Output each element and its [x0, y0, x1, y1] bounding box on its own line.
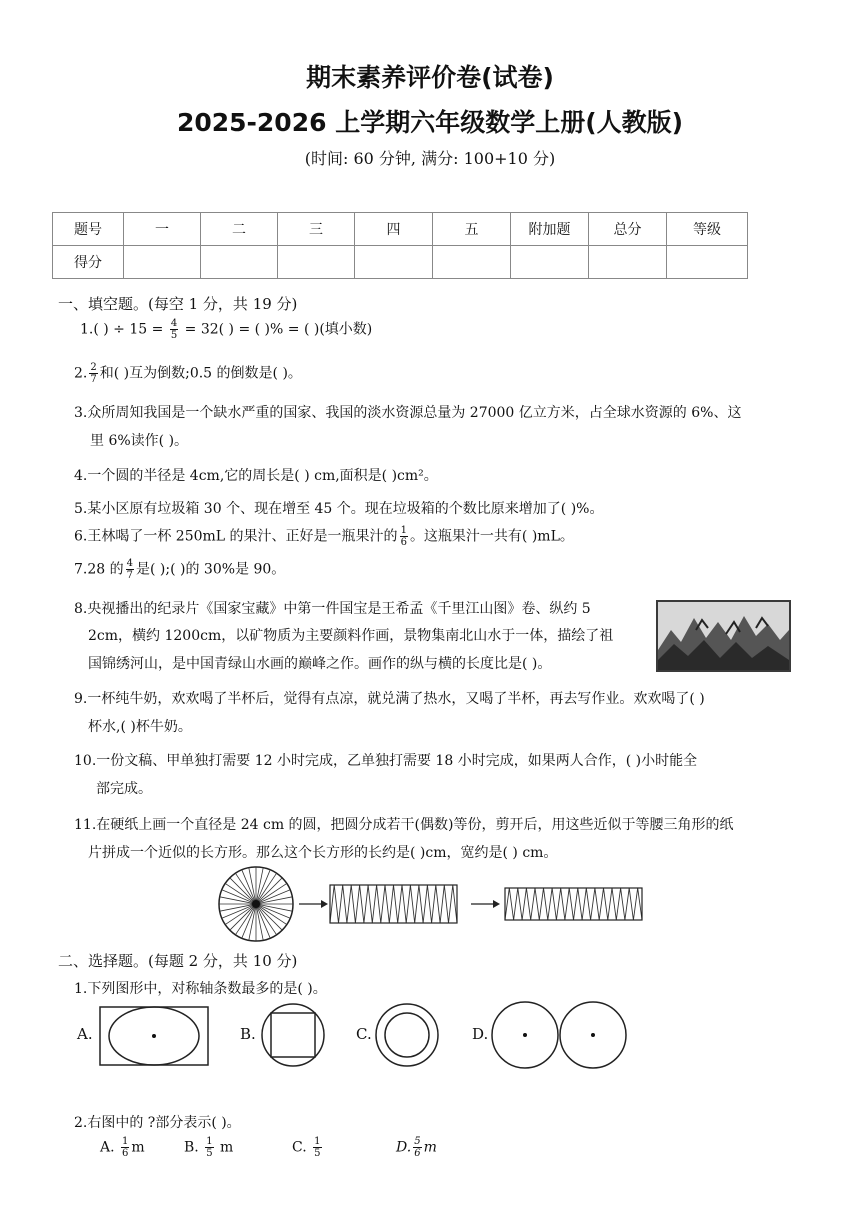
q1-fraction	[170, 318, 178, 341]
score-col: 二	[201, 213, 278, 246]
score-col: 五	[433, 213, 511, 246]
question-8-line1: 8.央视播出的纪录片《国家宝藏》中第一件国宝是王希孟《千里江山图》卷、纵约 5	[74, 601, 591, 617]
fraction-numerator: 5	[414, 1136, 421, 1147]
score-table-label: 得分	[53, 246, 124, 279]
fraction-numerator: 1	[400, 525, 407, 536]
question-9-line1: 9.一杯纯牛奶，欢欢喝了半杯后，觉得有点凉，就兑满了热水，又喝了半杯，再去写作业。欢欢喝了( )	[74, 691, 705, 707]
question-6	[74, 525, 574, 548]
s2-question-2: 2.右图中的 ?部分表示( )。	[74, 1115, 241, 1131]
q6-part-a: 6.王林喝了一杯 250mL 的果汁、正好是一瓶果汁的	[74, 528, 398, 545]
circle-spoke	[256, 878, 282, 904]
score-cell[interactable]	[124, 246, 201, 279]
score-cell[interactable]	[201, 246, 278, 279]
section1-heading: 一、填空题。(每空 1 分，共 19 分)	[58, 295, 298, 313]
score-col: 三	[278, 213, 355, 246]
score-cell[interactable]	[433, 246, 511, 279]
option-d-label: D.	[472, 1025, 489, 1043]
fraction-numerator: 4	[126, 558, 133, 569]
fraction-denominator: 6	[400, 537, 407, 548]
fraction-denominator: 6	[122, 1148, 129, 1159]
question-10-line1: 10.一份文稿、甲单独打需要 12 小时完成，乙单独打需要 18 小时完成，如果两人合作，( )小时能全	[74, 753, 698, 769]
score-col: 一	[124, 213, 201, 246]
q2-number: 2.	[74, 365, 88, 382]
option-b-figure	[258, 1002, 328, 1068]
q7-part-b: 是( );( )的 30%是 90。	[136, 561, 286, 578]
fraction-denominator: 5	[170, 330, 178, 341]
question-5: 5.某小区原有垃圾箱 30 个、现在增至 45 个。现在垃圾箱的个数比原来增加了( )%。	[74, 501, 604, 517]
question-10-line2: 部完成。	[96, 781, 152, 797]
option-fraction	[205, 1136, 213, 1159]
approx-rectangle-1	[330, 885, 457, 923]
fraction-denominator: 5	[314, 1148, 321, 1159]
fraction-denominator: 6	[414, 1148, 421, 1159]
option-c-label: C.	[356, 1025, 372, 1043]
score-cell[interactable]	[589, 246, 667, 279]
arrow-2	[471, 900, 500, 908]
exam-title: 期末素养评价卷(试卷)	[306, 63, 554, 92]
option-b-label: B.	[240, 1025, 256, 1043]
approx-rectangle-2	[505, 888, 642, 920]
question-3-line1: 3.众所周知我国是一个缺水严重的国家、我国的淡水资源总量为 27000 亿立方米，占全球水资源的 6%、这	[74, 405, 742, 421]
question-8-line3: 国锦绣河山，是中国青绿山水画的巅峰之作。画作的纵与横的长度比是( )。	[88, 656, 552, 672]
option-a-label: A.	[77, 1025, 93, 1043]
option-fraction	[413, 1136, 421, 1159]
question-7	[74, 558, 285, 581]
exam-time-score: (时间: 60 分钟, 满分: 100+10 分)	[304, 149, 556, 168]
q2-option-b	[184, 1136, 233, 1159]
divided-circle	[219, 867, 293, 941]
score-cell[interactable]	[511, 246, 589, 279]
q1-part-a: 1.( ) ÷ 15 =	[80, 321, 164, 338]
q2-option-a	[100, 1136, 145, 1159]
score-cell[interactable]	[667, 246, 748, 279]
landscape-painting-image	[656, 600, 791, 672]
q7-fraction	[126, 558, 134, 581]
question-11-line1: 11.在硬纸上画一个直径是 24 cm 的圆，把圆分成若干(偶数)等份，剪开后，用这些近似于等腰三角形的纸	[74, 817, 734, 833]
option-c-figure	[372, 1002, 442, 1068]
question-11-line2: 片拼成一个近似的长方形。那么这个长方形的长约是( )cm，宽约是( ) cm。	[88, 845, 558, 861]
q7-part-a: 7.28 的	[74, 561, 124, 578]
circle-to-rectangle-diagram	[215, 866, 645, 942]
fraction-denominator: 7	[126, 570, 133, 581]
q2-option-d	[396, 1136, 437, 1159]
option-fraction	[313, 1136, 321, 1159]
q6-fraction	[400, 525, 408, 548]
fraction-numerator: 4	[170, 318, 178, 329]
fraction-numerator: 1	[206, 1136, 213, 1147]
section2-heading: 二、选择题。(每题 2 分，共 10 分)	[58, 952, 298, 970]
q2-text: 和( )互为倒数;0.5 的倒数是( )。	[99, 365, 302, 382]
question-8-line2: 2cm，横约 1200cm，以矿物质为主要颜料作画，景物集南北山水于一体，描绘了祖	[88, 628, 614, 644]
q2-option-c	[292, 1136, 324, 1159]
option-unit: m	[131, 1139, 145, 1156]
option-fraction	[121, 1136, 129, 1159]
option-label: B.	[184, 1139, 199, 1156]
option-label: A.	[100, 1139, 115, 1156]
score-table-score-row	[53, 246, 748, 279]
score-col: 四	[355, 213, 433, 246]
arrow-1	[299, 900, 328, 908]
fraction-numerator: 2	[90, 362, 97, 373]
score-cell[interactable]	[278, 246, 355, 279]
score-cell[interactable]	[355, 246, 433, 279]
option-a-figure	[98, 1005, 210, 1067]
fraction-denominator: 5	[206, 1148, 213, 1159]
option-unit: m	[423, 1139, 437, 1156]
circle-spoke	[256, 904, 282, 930]
question-4: 4.一个圆的半径是 4cm,它的周长是( ) cm,面积是( )cm²。	[74, 468, 438, 484]
option-d-figure	[490, 1000, 630, 1070]
question-1	[80, 318, 372, 341]
fraction-denominator: 7	[90, 374, 97, 385]
score-table	[52, 212, 748, 279]
q1-part-b: = 32( ) = ( )% = ( )(填小数)	[184, 321, 373, 338]
score-col: 总分	[589, 213, 667, 246]
score-table-header-row	[53, 213, 748, 246]
fraction-numerator: 1	[122, 1136, 129, 1147]
fraction-numerator: 1	[314, 1136, 321, 1147]
score-col: 附加题	[511, 213, 589, 246]
score-table-label: 题号	[53, 213, 124, 246]
option-unit: m	[215, 1139, 234, 1156]
question-3-line2: 里 6%读作( )。	[90, 433, 189, 449]
option-label: C.	[292, 1139, 307, 1156]
q2-fraction	[89, 362, 97, 385]
exam-subtitle-grade: 2025-2026 上学期六年级数学上册(人教版)	[176, 108, 684, 137]
q6-part-b: 。这瓶果汁一共有( )mL。	[409, 528, 574, 545]
score-col: 等级	[667, 213, 748, 246]
question-2	[74, 362, 302, 385]
option-label: D.	[396, 1139, 412, 1156]
circle-spoke	[230, 878, 256, 904]
circle-spoke	[230, 904, 256, 930]
question-9-line2: 杯水,( )杯牛奶。	[88, 719, 192, 735]
s2-question-1: 1.下列图形中，对称轴条数最多的是( )。	[74, 981, 327, 997]
